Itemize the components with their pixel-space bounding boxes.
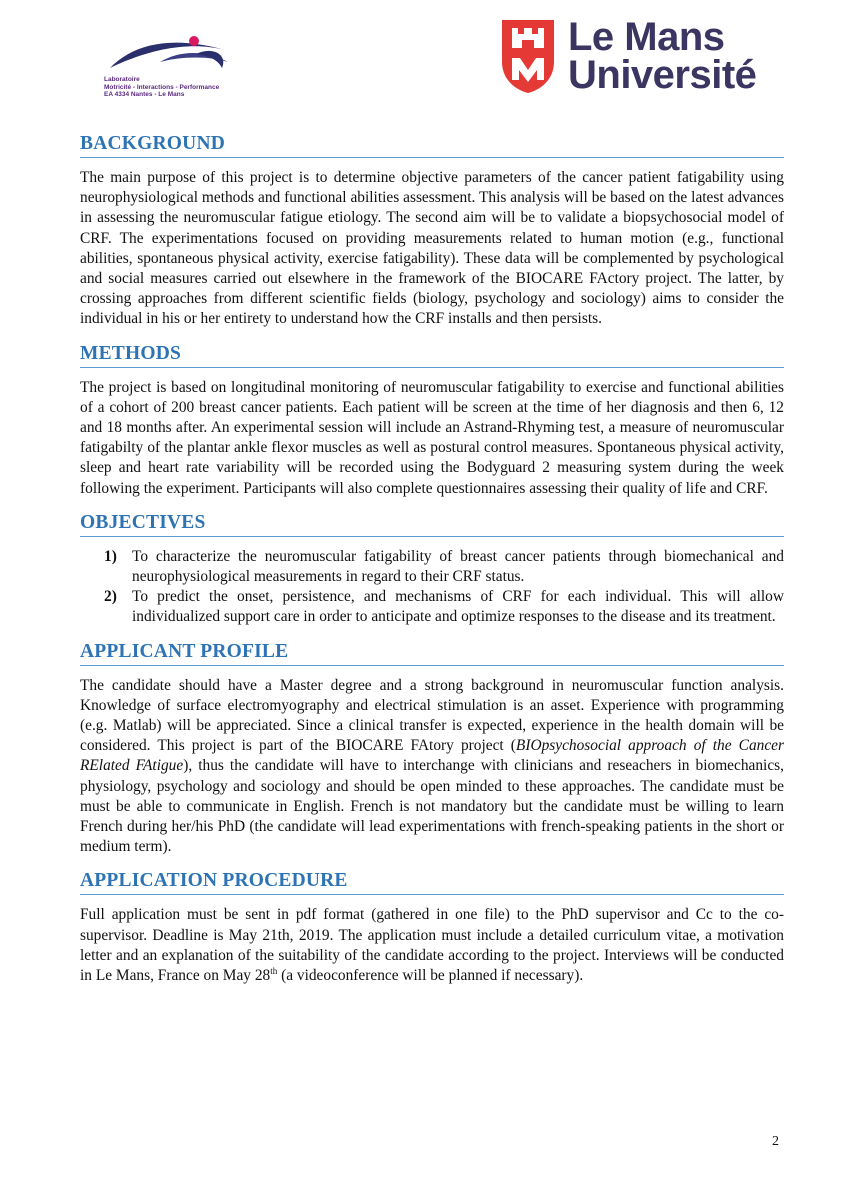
objectives-list [80, 547, 784, 628]
applicant-profile-text-end: ), thus the candidate will have to interchange with clinicians and reseachers in biomechanics, physiology, psychology and sociology and should be open minded to these approaches. The candidate must be must be able to communicate in English. French is not mandatory but the candidate must be willing to learn French during her/his PhD (the candidate will lead experimentations with french-speaking patients in the short or medium term). [80, 757, 784, 856]
section-title-methods: METHODS [80, 342, 784, 368]
lab-logo-line2: Motricité - Interactions - Performance [104, 83, 220, 91]
section-application-procedure [80, 869, 784, 986]
page-header [0, 0, 848, 130]
section-applicant-profile [80, 640, 784, 858]
section-title-background: BACKGROUND [80, 132, 784, 158]
application-procedure-text-start: Full application must be sent in pdf format (gathered in one file) to the PhD supervisor and Cc to the co-supervisor. Deadline is May 21th, 2019. The application must include a detailed curriculum vitae, a motivation letter and an explanation of the suitability of the candidate according to the project. Interviews will be conducted in Le Mans, France on May 28 [80, 906, 784, 985]
section-title-objectives: OBJECTIVES [80, 511, 784, 537]
university-name-line1: Le Mans [568, 15, 725, 59]
date-suffix-superscript: th [270, 965, 278, 976]
objective-number: 1) [104, 547, 117, 565]
university-name [568, 15, 757, 97]
background-paragraph: The main purpose of this project is to determine objective parameters of the cancer patient fatigability using neurophysiological methods and functional abilities assessment. This analysis will be based on the latest advances in assessing the neuromuscular fatigue etiology. The second aim will be to validate a biopsychosocial model of CRF. The experimentations focused on providing measurements related to human motion (e.g., functional abilities, spontaneous physical activity, exercise fatigability). These data will be complemented by psychological and social measures carried out elsewhere in the framework of the BIOCARE FActory project. The latter, by crossing approaches from different scientific fields (biology, psychology and sociology) aims to consider the individual in his or her entirety to understand how the CRF installs and then persists. [80, 169, 784, 328]
university-name-line2: Université [568, 53, 757, 97]
section-objectives [80, 511, 784, 628]
applicant-profile-text-start: The candidate should have a Master degree and a strong background in neuromuscular function analysis. Knowledge of surface electromyography and electrical stimulation is an asset. Experience with programming (e.g. Matlab) will be appreciated. Since a clinical transfer is expected, experience in the health domain will be considered. This project is part of the BIOCARE FAtory project ( [80, 676, 784, 755]
lab-logo-line3: EA 4334 Nantes - Le Mans [104, 91, 185, 99]
objective-item [80, 587, 784, 627]
section-background [80, 132, 784, 330]
objective-number: 2) [104, 588, 117, 606]
lab-logo-line1: Laboratoire [104, 76, 140, 83]
applicant-profile-paragraph [80, 676, 784, 858]
university-logo [500, 15, 790, 98]
lab-swoosh-icon [100, 32, 250, 76]
lab-logo-text [104, 76, 219, 99]
applicant-profile-italic-text: BIOpsychosocial approach of the Cancer RElated FAtigue [80, 737, 784, 775]
section-title-application-procedure: APPLICATION PROCEDURE [80, 869, 784, 895]
methods-paragraph: The project is based on longitudinal monitoring of neuromuscular fatigability to exercise and functional abilities of a cohort of 200 breast cancer patients. Each patient will be screen at the time of her diagnosis and then 6, 12 and 18 months after. An experimental session will include an Astrand-Rhyming test, a measure of neuromuscular fatigabilty of the plantar ankle flexor muscles as well as postural control measures. Spontaneous physical activity, sleep and heart rate variability will be recorded using the Bodyguard 2 measuring system during the week following the experiment. Participants will also complete questionnaires assessing their quality of life and CRF. [80, 378, 784, 497]
objective-text: To predict the onset, persistence, and mechanisms of CRF for each individual. This will allow individualized support care in order to anticipate and optimize responses to the disease and its treatment. [132, 588, 784, 626]
section-methods [80, 342, 784, 499]
section-title-applicant-profile: APPLICANT PROFILE [80, 640, 784, 666]
university-shield-icon [500, 18, 556, 94]
application-procedure-text-end: (a videoconference will be planned if necessary). [277, 967, 584, 985]
objective-text: To characterize the neuromuscular fatigability of breast cancer patients through biomechanical and neurophysiological measurements in regard to their CRF status. [132, 547, 784, 586]
lab-logo [100, 32, 250, 110]
objective-item [80, 547, 784, 587]
application-procedure-paragraph [80, 905, 784, 986]
document-body [80, 132, 784, 998]
page-number: 2 [772, 1134, 779, 1149]
